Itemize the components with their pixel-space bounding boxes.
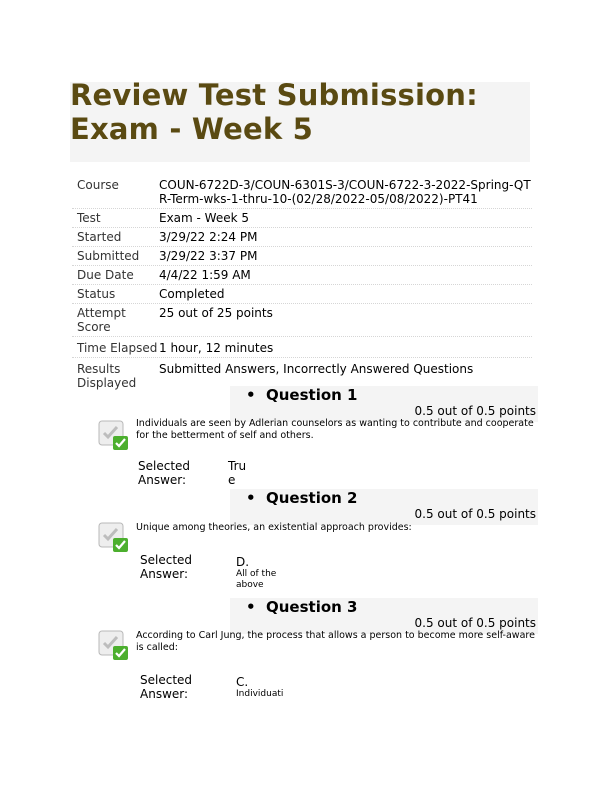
- page-title-line1: Review Test Submission:: [70, 78, 478, 112]
- submission-details: [72, 176, 532, 392]
- detail-row-due-date: [72, 266, 532, 285]
- detail-label: Submitted: [77, 249, 140, 263]
- detail-value: 4/4/22 1:59 AM: [159, 268, 251, 282]
- detail-label: Started: [77, 230, 122, 244]
- correct-answer-icon: [97, 418, 131, 452]
- selected-answer: C. Individuati: [236, 675, 284, 699]
- question-title: • Question 1: [246, 386, 358, 404]
- detail-row-attempt-score: [72, 304, 532, 337]
- detail-row-course: [72, 176, 532, 209]
- question-title: • Question 3: [246, 598, 358, 616]
- question-text: Unique among theories, an existential approach provides:: [136, 522, 412, 533]
- question-header: [230, 489, 538, 525]
- detail-value: 3/29/22 2:24 PM: [159, 230, 258, 244]
- detail-value: Completed: [159, 287, 225, 301]
- question-points: 0.5 out of 0.5 points: [414, 507, 536, 521]
- detail-label: Results Displayed: [77, 362, 137, 390]
- selected-answer: D. All of the above: [236, 555, 277, 590]
- selected-answer-label: Selected Answer:: [140, 553, 193, 581]
- detail-label: Attempt Score: [77, 306, 126, 334]
- selected-answer-label: Selected Answer:: [138, 459, 191, 487]
- correct-answer-icon: [97, 628, 131, 662]
- detail-row-started: [72, 228, 532, 247]
- detail-row-status: [72, 285, 532, 304]
- detail-value: 3/29/22 3:37 PM: [159, 249, 258, 263]
- detail-label: Test: [77, 211, 101, 225]
- question-text: According to Carl Jung, the process that allows a person to become more self-aware is called:: [136, 630, 535, 653]
- detail-label: Status: [77, 287, 116, 301]
- detail-label: Due Date: [77, 268, 134, 282]
- detail-value: Exam - Week 5: [159, 211, 250, 225]
- detail-row-time-elapsed: [72, 337, 532, 358]
- question-header: [230, 386, 538, 422]
- page-title: [70, 78, 478, 146]
- question-points: 0.5 out of 0.5 points: [414, 616, 536, 630]
- detail-value: 1 hour, 12 minutes: [159, 341, 274, 355]
- detail-row-test: [72, 209, 532, 228]
- detail-value: 25 out of 25 points: [159, 306, 273, 320]
- detail-value: COUN-6722D-3/COUN-6301S-3/COUN-6722-3-2022-Spring-QTR-Term-wks-1-thru-10-(02/28/2022-05/08/2022)-PT41: [159, 178, 531, 206]
- page-title-line2: Exam - Week 5: [70, 112, 313, 146]
- question-title: • Question 2: [246, 489, 358, 507]
- detail-label: Course: [77, 178, 119, 192]
- question-text: Individuals are seen by Adlerian counselors as wanting to contribute and cooperate for the betterment of self and others.: [136, 418, 534, 441]
- detail-value: Submitted Answers, Incorrectly Answered Questions: [159, 362, 474, 376]
- question-header: [230, 598, 538, 634]
- correct-answer-icon: [97, 520, 131, 554]
- selected-answer: Tru e: [228, 459, 247, 487]
- detail-row-submitted: [72, 247, 532, 266]
- selected-answer-label: Selected Answer:: [140, 673, 193, 701]
- question-points: 0.5 out of 0.5 points: [414, 404, 536, 418]
- detail-label: Time Elapsed: [77, 341, 158, 355]
